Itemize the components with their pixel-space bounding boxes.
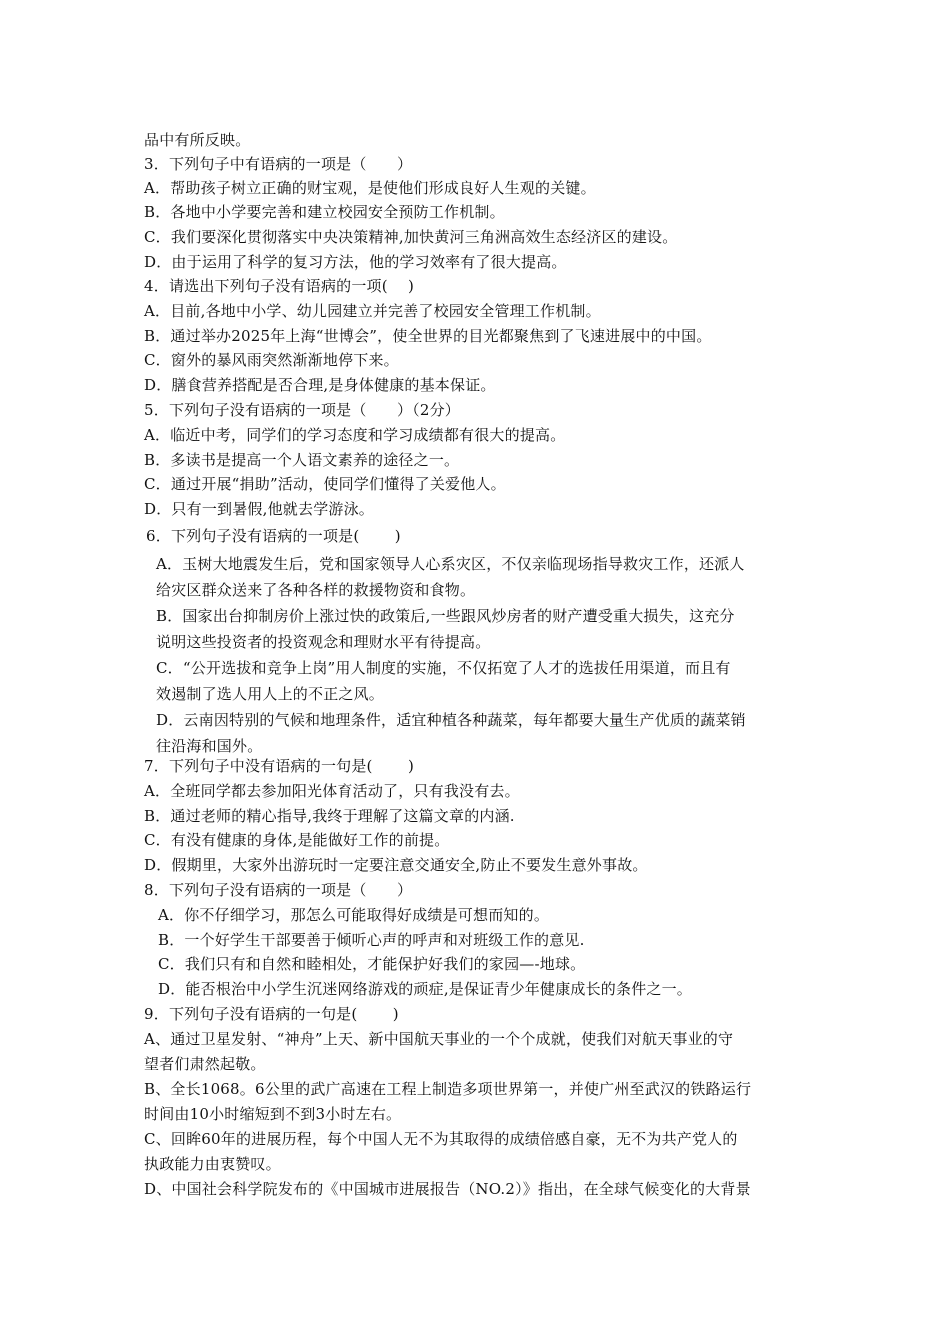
question-4-option-c: C．窗外的暴风雨突然渐渐地停下来。: [144, 351, 399, 369]
question-9-option-b: B、全长1068。6公里的武广高速在工程上制造多项世界第一，并使广州至武汉的铁路运行: [144, 1080, 752, 1098]
question-7-option-d: D．假期里，大家外出游玩时一定要注意交通安全,防止不要发生意外事故。: [144, 856, 648, 874]
question-7-option-b: B．通过老师的精心指导,我终于理解了这篇文章的内涵.: [144, 807, 515, 825]
question-9-option-b-cont: 时间由10小时缩短到不到3小时左右。: [144, 1105, 402, 1123]
intro-line: 品中有所反映。: [144, 131, 251, 149]
question-8-option-c: C．我们只有和自然和睦相处，才能保护好我们的家园—-地球。: [158, 955, 586, 973]
question-3-option-a: A．帮助孩子树立正确的财宝观，是使他们形成良好人生观的关键。: [144, 179, 596, 197]
question-8-option-b: B．一个好学生干部要善于倾听心声的呼声和对班级工作的意见.: [158, 931, 585, 949]
question-9-option-c: C、回眸60年的进展历程，每个中国人无不为其取得的成绩倍感自豪，无不为共产党人的: [144, 1130, 738, 1148]
question-3-option-b: B．各地中小学要完善和建立校园安全预防工作机制。: [144, 203, 505, 221]
question-6-option-d-cont: 往沿海和国外。: [156, 737, 263, 755]
question-6-option-d: D．云南因特别的气候和地理条件，适宜种植各种蔬菜，每年都要大量生产优质的蔬菜销: [156, 711, 746, 729]
question-6-option-b-cont: 说明这些投资者的投资观念和理财水平有待提高。: [156, 633, 491, 651]
question-5-option-a: A．临近中考，同学们的学习态度和学习成绩都有很大的提高。: [144, 426, 566, 444]
question-9-option-d: D、中国社会科学院发布的《中国城市进展报告（NO.2）》指出，在全球气候变化的大背景: [144, 1180, 751, 1198]
question-5-option-d: D．只有一到暑假,他就去学游泳。: [144, 500, 374, 518]
question-9-stem: 9．下列句子没有语病的一句是( ): [144, 1005, 399, 1023]
question-7-stem: 7．下列句子中没有语病的一句是( ): [144, 757, 415, 775]
question-6-option-b: B．国家出台抑制房价上涨过快的政策后,一些跟风炒房者的财产遭受重大损失，这充分: [156, 607, 735, 625]
question-5-option-c: C．通过开展“捐助”活动，使同学们懂得了关爱他人。: [144, 475, 506, 493]
question-5-option-b: B．多读书是提高一个人语文素养的途径之一。: [144, 451, 460, 469]
question-6-option-a-cont: 给灾区群众送来了各种各样的救援物资和食物。: [156, 581, 476, 599]
question-6-option-c-cont: 效遏制了选人用人上的不正之风。: [156, 685, 385, 703]
question-9-option-c-cont: 执政能力由衷赞叹。: [144, 1155, 281, 1173]
question-7-option-a: A．全班同学都去参加阳光体育活动了，只有我没有去。: [144, 782, 520, 800]
question-6-option-a: A．玉树大地震发生后，党和国家领导人心系灾区，不仅亲临现场指导救灾工作，还派人: [156, 555, 745, 573]
question-4-option-a: A．目前,各地中小学、幼儿园建立并完善了校园安全管理工作机制。: [144, 302, 601, 320]
question-9-option-a: A、通过卫星发射、“神舟”上天、新中国航天事业的一个个成就，使我们对航天事业的守: [144, 1030, 734, 1048]
question-3-stem: 3．下列句子中有语病的一项是（ ）: [144, 155, 413, 173]
question-7-option-c: C．有没有健康的身体,是能做好工作的前提。: [144, 831, 450, 849]
question-8-stem: 8．下列句子没有语病的一项是（ ）: [144, 881, 413, 899]
question-9-option-a-cont: 望者们肃然起敬。: [144, 1055, 266, 1073]
question-8-option-d: D．能否根治中小学生沉迷网络游戏的顽症,是保证青少年健康成长的条件之一。: [158, 980, 692, 998]
question-3-option-c: C．我们要深化贯彻落实中央决策精神,加快黄河三角洲高效生态经济区的建设。: [144, 228, 678, 246]
question-5-stem: 5．下列句子没有语病的一项是（ ）（2分）: [144, 401, 460, 419]
question-4-option-b: B．通过举办2025年上海“世博会”，使全世界的目光都聚焦到了飞速进展中的中国。: [144, 327, 712, 345]
question-8-option-a: A．你不仔细学习，那怎么可能取得好成绩是可想而知的。: [158, 906, 550, 924]
question-6-option-c: C．“公开选拔和竞争上岗”用人制度的实施，不仅拓宽了人才的选拔任用渠道，而且有: [156, 659, 731, 677]
question-3-option-d: D．由于运用了科学的复习方法，他的学习效率有了很大提高。: [144, 253, 567, 271]
question-4-option-d: D．膳食营养搭配是否合理,是身体健康的基本保证。: [144, 376, 496, 394]
question-6-stem: 6．下列句子没有语病的一项是( ): [146, 527, 401, 545]
question-4-stem: 4．请选出下列句子没有语病的一项( ): [144, 277, 415, 295]
